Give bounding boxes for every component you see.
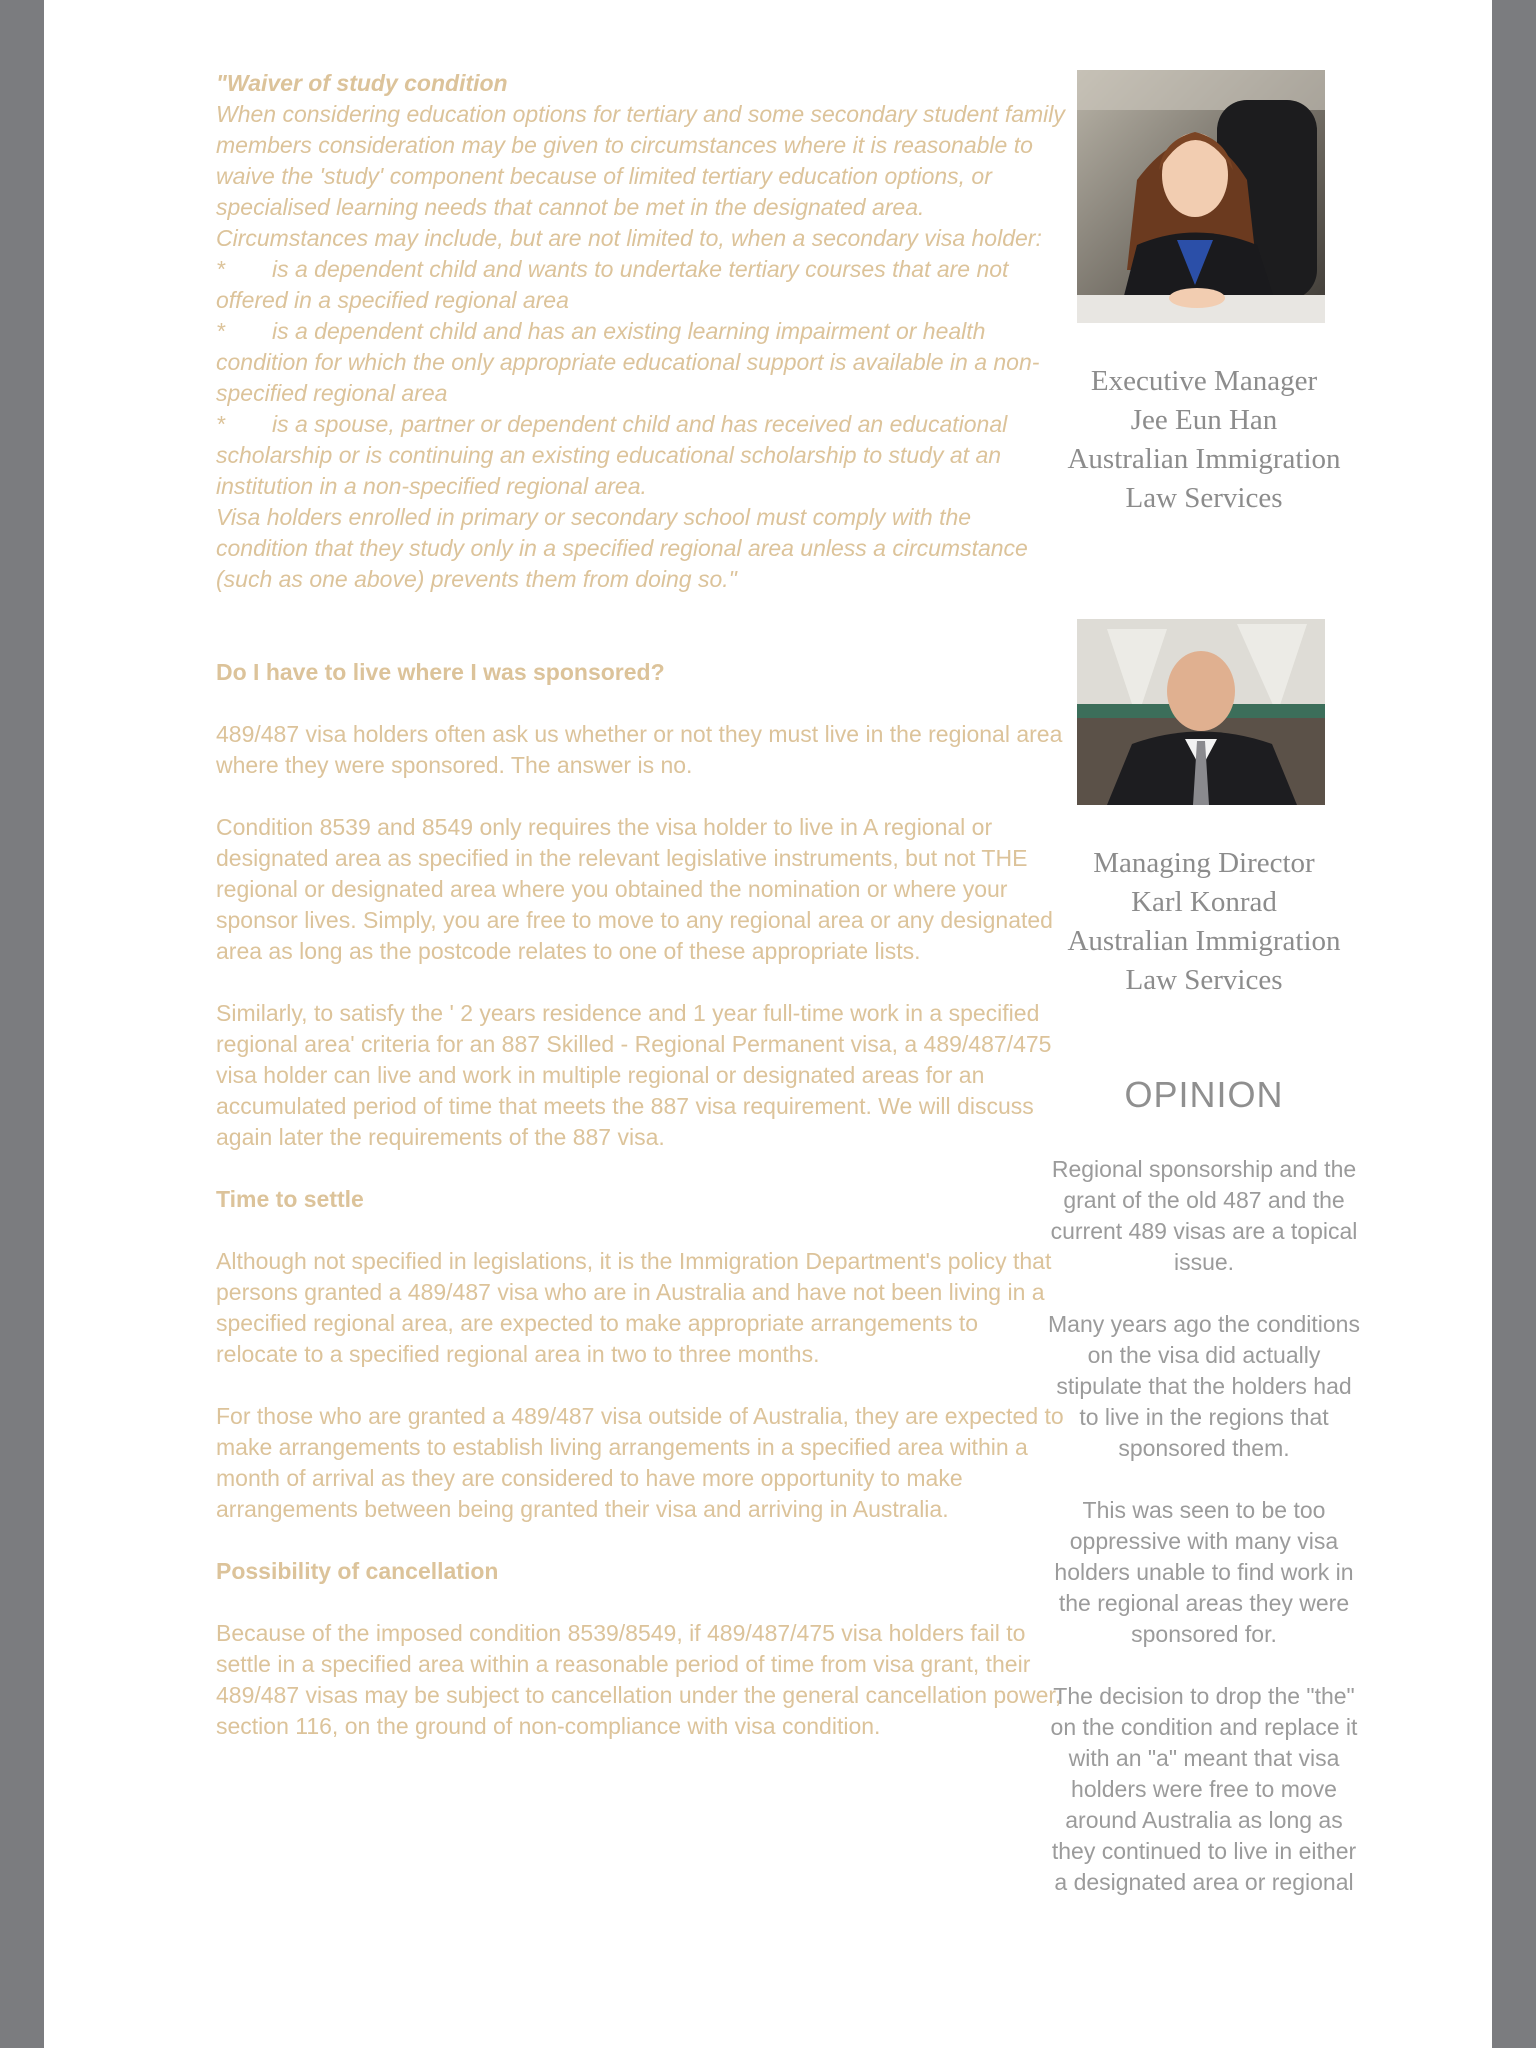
quote-intro: When considering education options for tertiary and some secondary student family members consideration may be given to circumstances where it is reasonable to waive the 'study' component because of limited tertiary education options, or specialised learning needs that cannot be met in the designated area. Circumstances may include, but are not limited to, when a secondary visa holder: bbox=[216, 101, 1065, 251]
caption-name: Jee Eun Han bbox=[1130, 404, 1278, 436]
article-column bbox=[216, 68, 1066, 1742]
section-heading-cancellation: Possibility of cancellation bbox=[216, 1558, 499, 1584]
caption-role: Managing Director bbox=[1093, 847, 1315, 879]
quote-bullet: * is a spouse, partner or dependent child and has received an educational scholarship or is continuing an existing educational scholarship to study at an institution in a non-specified regional area. bbox=[216, 411, 1008, 499]
paragraph: Because of the imposed condition 8539/8549, if 489/487/475 visa holders fail to settle in a specified area within a reasonable period of time from visa grant, their 489/487 visas may be subject to cancellation under the general cancellation power, section 116, on the ground of non-compliance with visa condition. bbox=[216, 1620, 1062, 1739]
opinion-paragraph: Many years ago the conditions on the visa did actually stipulate that the holders had to live in the regions that sponsored them. bbox=[1048, 1311, 1360, 1461]
caption-company: Law Services bbox=[1125, 964, 1283, 996]
caption-name: Karl Konrad bbox=[1131, 886, 1277, 918]
opinion-text bbox=[1044, 1154, 1364, 1929]
caption-company: Australian Immigration bbox=[1067, 443, 1341, 475]
opinion-paragraph: Regional sponsorship and the grant of the old 487 and the current 489 visas are a topical issue. bbox=[1050, 1156, 1358, 1275]
paragraph: Although not specified in legislations, it is the Immigration Department's policy that persons granted a 489/487 visa who are in Australia and have not been living in a specified regional area, are expected to make appropriate arrangements to relocate to a specified regional area in two to three months. bbox=[216, 1248, 1052, 1367]
caption-company: Law Services bbox=[1125, 482, 1283, 514]
caption-role: Executive Manager bbox=[1090, 365, 1318, 397]
paragraph: 489/487 visa holders often ask us whether or not they must live in the regional area where they were sponsored. The answer is no. bbox=[216, 721, 1063, 778]
opinion-paragraph: This was seen to be too oppressive with many visa holders unable to find work in the regional areas they were sponsored for. bbox=[1054, 1497, 1354, 1647]
opinion-heading: OPINION bbox=[1124, 1074, 1284, 1115]
caption-company: Australian Immigration bbox=[1067, 925, 1341, 957]
portrait-photo-executive-manager bbox=[1077, 70, 1325, 323]
quote-title: "Waiver of study condition bbox=[216, 70, 508, 96]
opinion-paragraph: The decision to drop the "the" on the condition and replace it with an "a" meant that visa holders were free to move around Australia as long as they continued to live in either a designated area or regional bbox=[1050, 1683, 1358, 1895]
caption-managing-director bbox=[1044, 844, 1364, 1000]
section-heading-live-where: Do I have to live where I was sponsored? bbox=[216, 659, 665, 685]
quoted-policy bbox=[216, 68, 1066, 595]
quote-bullet: * is a dependent child and has an existing learning impairment or health condition for which the only appropriate educational support is available in a non-specified regional area bbox=[216, 318, 1040, 406]
bullet-marker: * bbox=[216, 256, 225, 282]
quote-closing: Visa holders enrolled in primary or secondary school must comply with the condition that they study only in a specified regional area unless a circumstance (such as one above) prevents them from doing so." bbox=[216, 504, 1028, 592]
document-page bbox=[44, 0, 1492, 2048]
portrait-photo-managing-director bbox=[1077, 619, 1325, 805]
quote-bullet: * is a dependent child and wants to undertake tertiary courses that are not offered in a specified regional area bbox=[216, 256, 1009, 313]
paragraph: Similarly, to satisfy the ' 2 years residence and 1 year full-time work in a specified regional area' criteria for an 887 Skilled - Regional Permanent visa, a 489/487/475 visa holder can live and work in multiple regional or designated areas for an accumulated period of time that meets the 887 visa requirement. We will discuss again later the requirements of the 887 visa. bbox=[216, 1000, 1052, 1150]
section-heading-time-to-settle: Time to settle bbox=[216, 1186, 364, 1212]
bullet-marker: * bbox=[216, 318, 225, 344]
caption-executive-manager bbox=[1044, 362, 1364, 518]
bullet-marker: * bbox=[216, 411, 225, 437]
paragraph: Condition 8539 and 8549 only requires the visa holder to live in A regional or designated area as specified in the relevant legislative instruments, but not THE regional or designated area where you obtained the nomination or where your sponsor lives. Simply, you are free to move to any regional area or any designated area as long as the postcode relates to one of these appropriate lists. bbox=[216, 814, 1053, 964]
paragraph: For those who are granted a 489/487 visa outside of Australia, they are expected to make arrangements to establish living arrangements in a specified area within a month of arrival as they are considered to have more opportunity to make arrangements between being granted their visa and arriving in Australia. bbox=[216, 1403, 1064, 1522]
